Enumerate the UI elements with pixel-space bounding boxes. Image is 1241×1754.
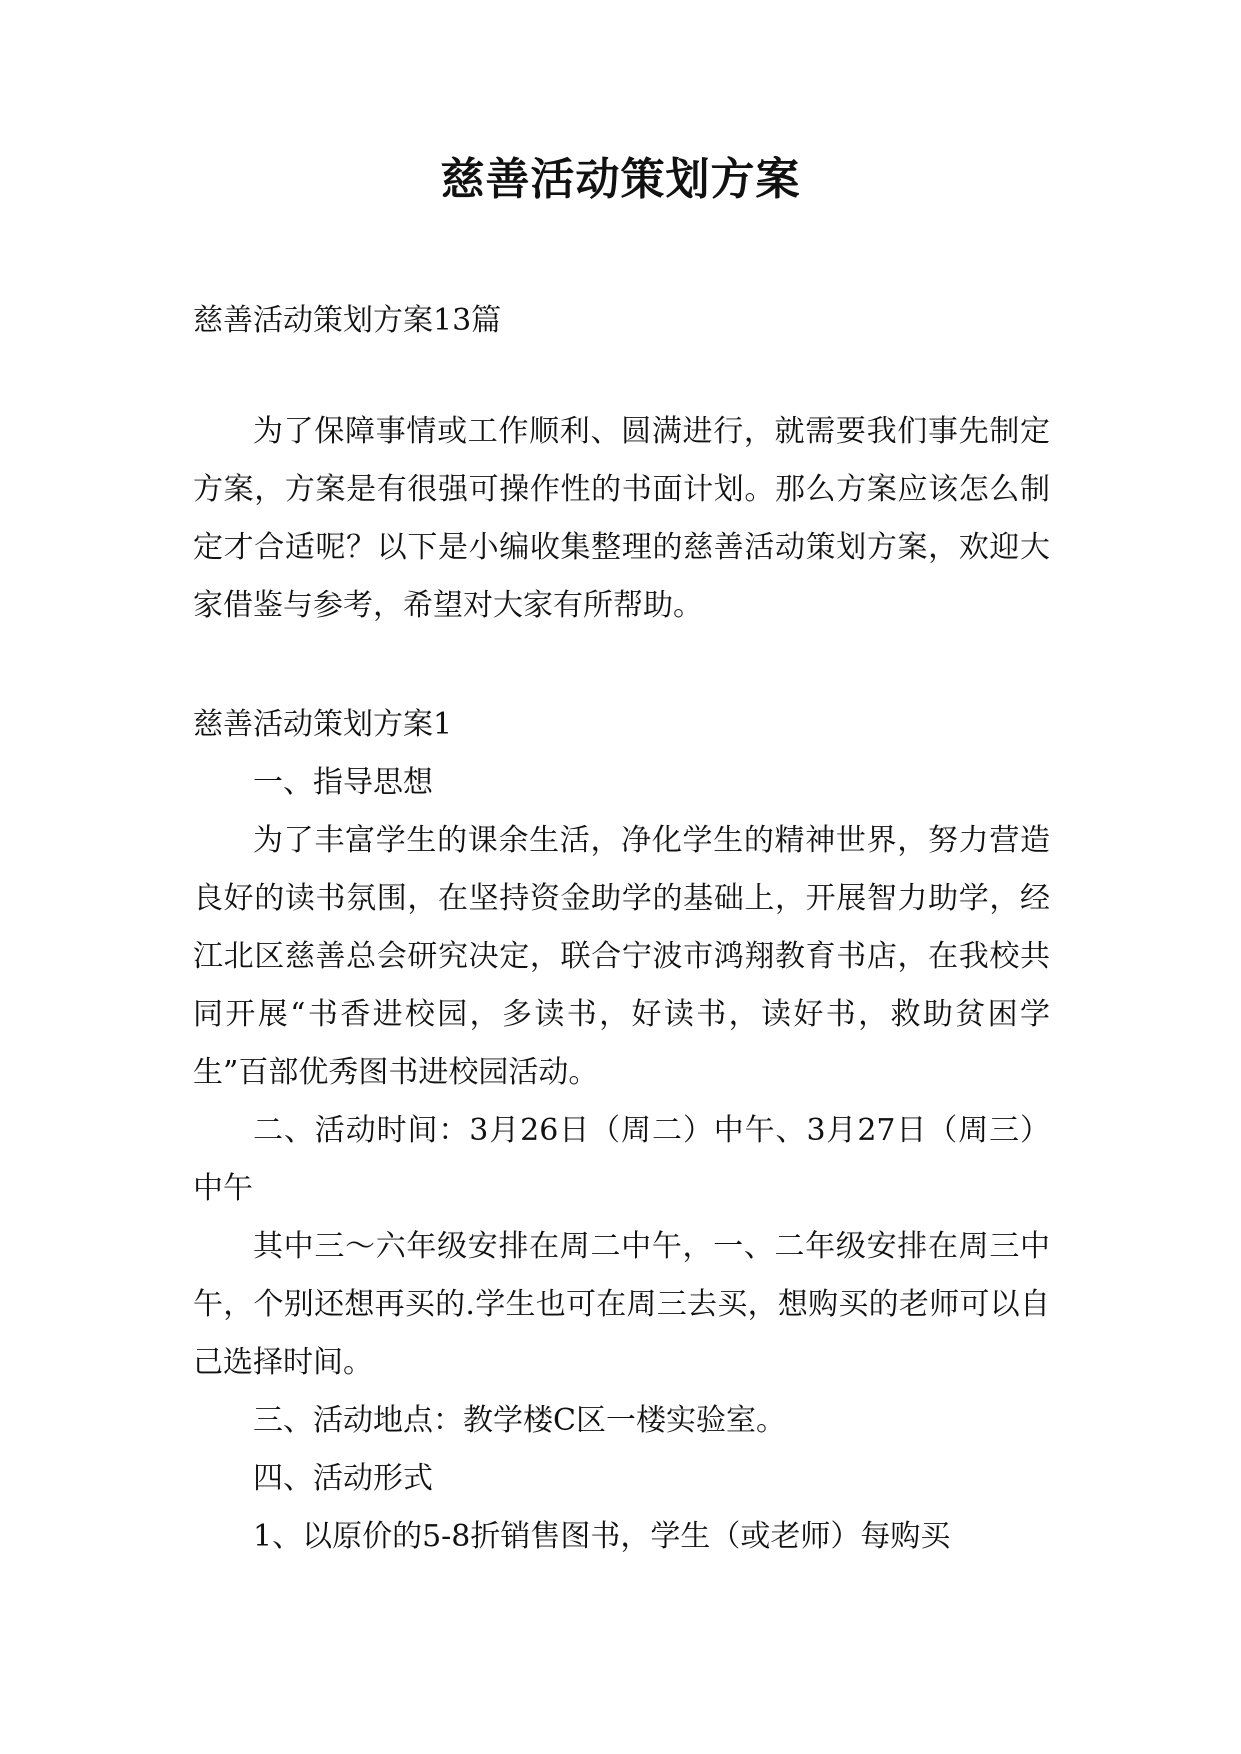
section-paragraph: 为了丰富学生的课余生活，净化学生的精神世界，努力营造良好的读书氛围，在坚持资金助学的基础上，开展智力助学，经江北区慈善总会研究决定，联合宁波市鸿翔教育书店，在我校共同开展“书香进校园，多读书，好读书，读好书，救助贫困学生”百部优秀图书进校园活动。 — [193, 823, 1050, 1090]
section-paragraph: 二、活动时间：3月26日（周二）中午、3月27日（周三）中午 — [193, 1113, 1050, 1206]
section-1 — [193, 696, 1050, 1566]
section-paragraph: 四、活动形式 — [253, 1461, 433, 1496]
section-paragraph: 三、活动地点：教学楼C区一楼实验室。 — [253, 1403, 786, 1438]
intro-paragraph: 为了保障事情或工作顺利、圆满进行，就需要我们事先制定方案，方案是有很强可操作性的书面计划。那么方案应该怎么制定才合适呢？以下是小编收集整理的慈善活动策划方案，欢迎大家借鉴与参考，希望对大家有所帮助。 — [193, 414, 1050, 623]
document-title: 慈善活动策划方案 — [440, 154, 801, 205]
section-paragraph: 一、指导思想 — [253, 765, 433, 800]
section-paragraph: 1、以原价的5-8折销售图书，学生（或老师）每购买 — [253, 1519, 951, 1554]
document-subtitle: 慈善活动策划方案13篇 — [193, 303, 502, 338]
section-paragraph: 其中三～六年级安排在周二中午，一、二年级安排在周三中午，个别还想再买的.学生也可在周三去买，想购买的老师可以自己选择时间。 — [193, 1229, 1050, 1380]
section-heading: 慈善活动策划方案1 — [193, 707, 453, 742]
